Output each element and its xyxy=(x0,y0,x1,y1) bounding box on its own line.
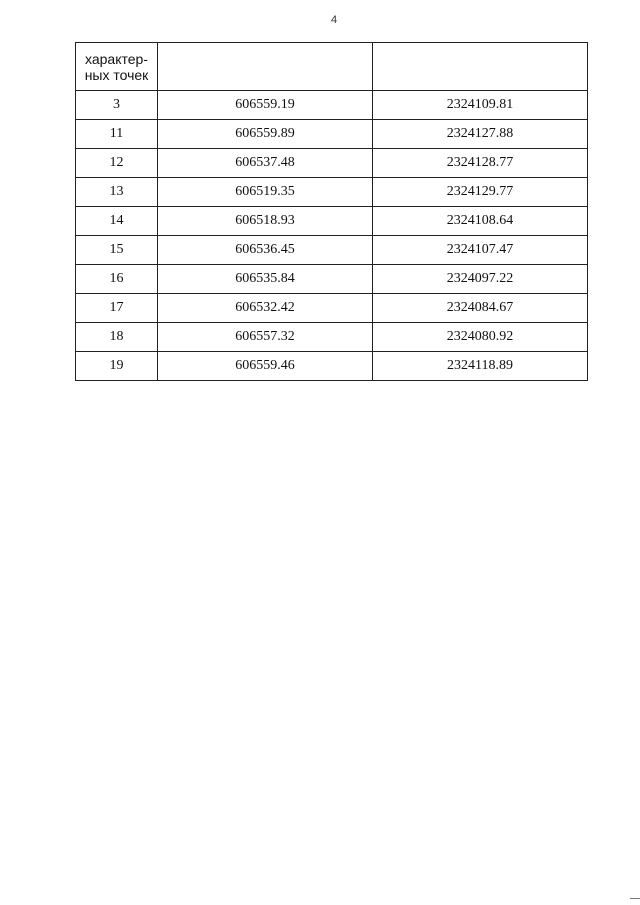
cell-x-coordinate: 606535.84 xyxy=(158,265,373,294)
cell-x-coordinate: 606536.45 xyxy=(158,236,373,265)
cell-point-number: 11 xyxy=(76,120,158,149)
cell-point-number: 12 xyxy=(76,149,158,178)
cell-x-coordinate: 606559.46 xyxy=(158,352,373,381)
cell-y-coordinate: 2324084.67 xyxy=(373,294,588,323)
cell-y-coordinate: 2324107.47 xyxy=(373,236,588,265)
table-row xyxy=(76,323,588,352)
cell-x-coordinate: 606559.89 xyxy=(158,120,373,149)
cell-x-coordinate: 606537.48 xyxy=(158,149,373,178)
table-row xyxy=(76,352,588,381)
table-row xyxy=(76,207,588,236)
header-x-coordinate xyxy=(158,43,373,91)
cell-y-coordinate: 2324127.88 xyxy=(373,120,588,149)
cell-point-number: 16 xyxy=(76,265,158,294)
header-text-line-1: характер- xyxy=(85,50,148,67)
cell-y-coordinate: 2324129.77 xyxy=(373,178,588,207)
cell-point-number: 3 xyxy=(76,91,158,120)
cell-y-coordinate: 2324080.92 xyxy=(373,323,588,352)
table-header-row xyxy=(76,43,588,91)
table-row xyxy=(76,265,588,294)
table-row xyxy=(76,178,588,207)
header-point-number xyxy=(76,43,158,91)
cell-y-coordinate: 2324097.22 xyxy=(373,265,588,294)
cell-y-coordinate: 2324109.81 xyxy=(373,91,588,120)
cell-y-coordinate: 2324128.77 xyxy=(373,149,588,178)
table-row xyxy=(76,120,588,149)
header-y-coordinate xyxy=(373,43,588,91)
header-text-line-2: ных точек xyxy=(84,66,149,83)
coordinates-table xyxy=(75,42,588,381)
page-number: 4 xyxy=(330,14,338,26)
cell-x-coordinate: 606559.19 xyxy=(158,91,373,120)
cell-point-number: 14 xyxy=(76,207,158,236)
cell-point-number: 17 xyxy=(76,294,158,323)
table-row xyxy=(76,236,588,265)
cell-point-number: 13 xyxy=(76,178,158,207)
cell-x-coordinate: 606532.42 xyxy=(158,294,373,323)
table-row xyxy=(76,91,588,120)
cell-point-number: 19 xyxy=(76,352,158,381)
cell-point-number: 18 xyxy=(76,323,158,352)
cell-point-number: 15 xyxy=(76,236,158,265)
cell-x-coordinate: 606519.35 xyxy=(158,178,373,207)
cell-y-coordinate: 2324108.64 xyxy=(373,207,588,236)
table-row xyxy=(76,294,588,323)
cell-x-coordinate: 606518.93 xyxy=(158,207,373,236)
margin-mark xyxy=(630,898,640,899)
table-row xyxy=(76,149,588,178)
cell-y-coordinate: 2324118.89 xyxy=(373,352,588,381)
cell-x-coordinate: 606557.32 xyxy=(158,323,373,352)
